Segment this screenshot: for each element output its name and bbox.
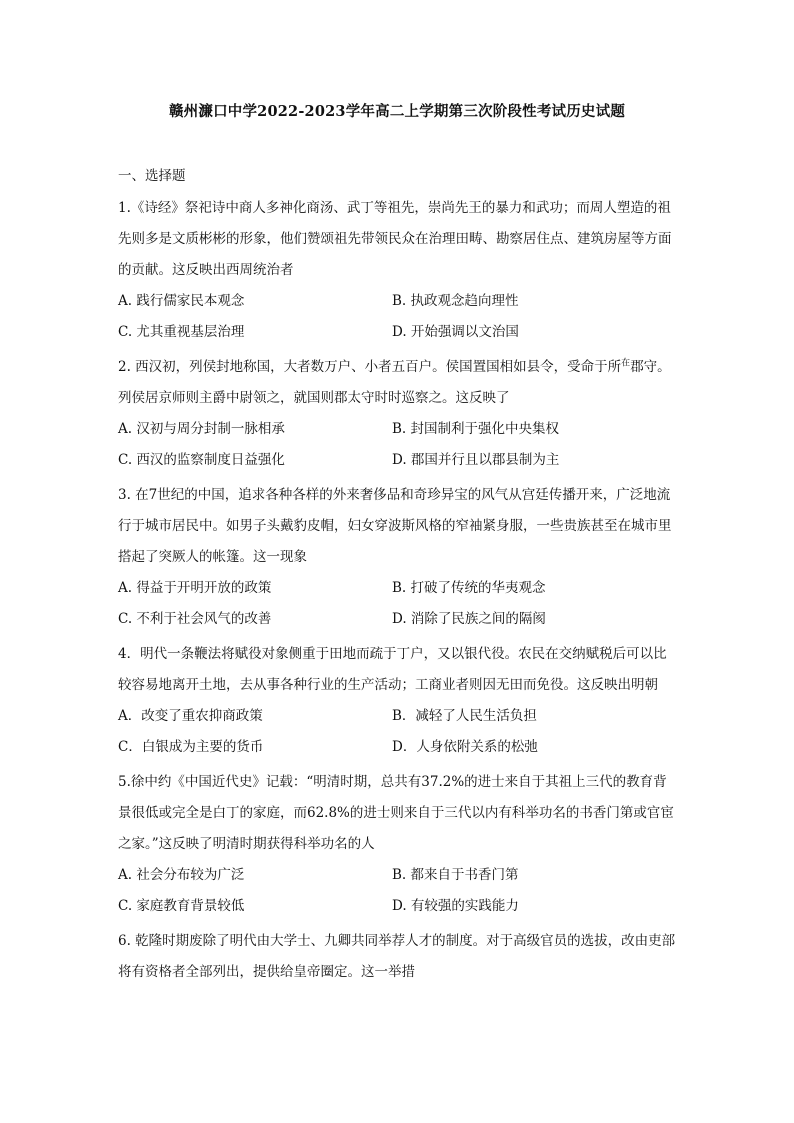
- options-group: [118, 860, 678, 922]
- question-stem-superscript: 在: [621, 358, 631, 369]
- exam-title: 赣州濂口中学2022-2023学年高二上学期第三次阶段性考试历史试题: [168, 103, 626, 120]
- option-b: B. 执政观念趋向理性: [392, 293, 519, 309]
- option-c: C. 不利于社会风气的改善: [118, 611, 272, 627]
- option-c: C．白银成为主要的货币: [118, 739, 264, 755]
- option-c: C. 尤其重视基层治理: [118, 324, 245, 340]
- option-d: D．人身依附关系的松弛: [392, 739, 538, 755]
- question-stem: 1.《诗经》祭祀诗中商人多神化商汤、武丁等祖先，崇尚先王的暴力和武功；而周人塑造的祖先则多是文质彬彬的形象，他们赞颂祖先带领民众在治理田畴、勘察居住点、建筑房屋等方面的贡献。这反映出西周统治者: [118, 200, 672, 278]
- question-stem: [118, 352, 678, 414]
- option-a: A．改变了重农抑商政策: [118, 708, 263, 724]
- option-a: A. 得益于开明开放的政策: [118, 580, 272, 596]
- option-c: C. 西汉的监察制度日益强化: [118, 452, 285, 468]
- option-d: D. 消除了民族之间的隔阂: [392, 611, 546, 627]
- option-d: D. 郡国并行且以郡县制为主: [392, 452, 560, 468]
- option-b: B. 打破了传统的华夷观念: [392, 580, 546, 596]
- question-1: [118, 193, 678, 348]
- options-group: [118, 414, 678, 476]
- exam-content: [118, 163, 678, 988]
- option-a: A. 汉初与周分封制一脉相承: [118, 421, 285, 437]
- option-d: D. 有较强的实践能力: [392, 898, 519, 914]
- question-5: [118, 767, 678, 922]
- question-stem: 5.徐中约《中国近代史》记载：“明清时期，总共有37.2%的进士来自于其祖上三代的教育背景很低或完全是白丁的家庭，而62.8%的进士则来自于三代以内有科举功名的书香门第或官宦之家。”这反映了明清时期获得科举功名的人: [118, 774, 674, 852]
- option-c: C. 家庭教育背景较低: [118, 898, 245, 914]
- options-group: [118, 573, 678, 635]
- question-stem: 3. 在7世纪的中国，追求各种各样的外来奢侈品和奇珍异宝的风气从宫廷传播开来，广泛地流行于城市居民中。如男子头戴豹皮帽，妇女穿波斯风格的窄袖紧身服，一些贵族甚至在城市里搭起了突厥人的帐篷。这一现象: [118, 487, 672, 565]
- question-stem-part-2: 郡守。列侯居京师则主爵中尉领之，就国则郡太守时时巡察之。这反映了: [118, 359, 671, 406]
- question-4: [118, 639, 678, 763]
- option-a: A. 践行儒家民本观念: [118, 293, 245, 309]
- question-stem-part-1: 2. 西汉初，列侯封地称国，大者数万户、小者五百户。侯国置国相如县令，受命于所: [118, 359, 622, 375]
- question-2: [118, 352, 678, 476]
- option-b: B. 封国制利于强化中央集权: [392, 421, 560, 437]
- question-stem: 6. 乾隆时期废除了明代由大学士、九卿共同举荐人才的制度。对于高级官员的选拔，改由吏部将有资格者全部列出，提供给皇帝圈定。这一举措: [118, 933, 676, 980]
- question-3: [118, 480, 678, 635]
- option-a: A. 社会分布较为广泛: [118, 867, 245, 883]
- question-stem: 4．明代一条鞭法将赋役对象侧重于田地而疏于丁户，又以银代役。农民在交纳赋税后可以比较容易地离开土地，去从事各种行业的生产活动；工商业者则因无田而免役。这反映出明朝: [118, 646, 667, 693]
- section-heading: 一、选择题: [118, 168, 186, 184]
- option-b: B．减轻了人民生活负担: [392, 708, 537, 724]
- question-6: [118, 926, 678, 988]
- option-b: B. 都来自于书香门第: [392, 867, 519, 883]
- options-group: [118, 701, 678, 763]
- option-d: D. 开始强调以文治国: [392, 324, 519, 340]
- options-group: [118, 286, 678, 348]
